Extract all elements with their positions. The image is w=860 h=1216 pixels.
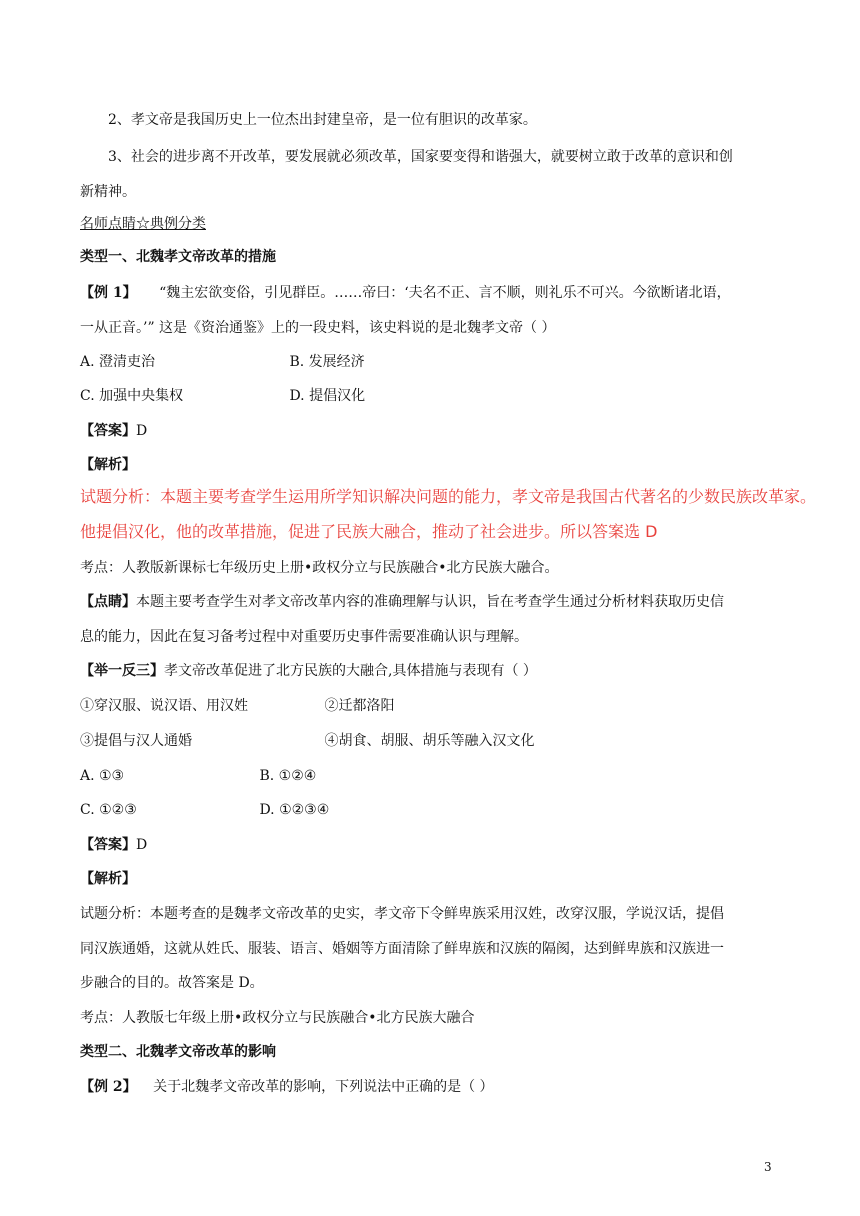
- example-2-text: 关于北魏孝文帝改革的影响，下列说法中正确的是（ ）: [153, 1079, 494, 1095]
- item-1: ①穿汉服、说汉语、用汉姓: [80, 698, 248, 714]
- option-c: C. 加强中央集权: [80, 388, 184, 404]
- analysis-2-line-2: 同汉族通婚，这就从姓氏、服装、语言、婚姻等方面清除了鲜卑族和汉族的隔阂，达到鲜卑族和汉族进一: [80, 941, 724, 957]
- item-2: ②迁都洛阳: [324, 698, 395, 714]
- items-row-1: [80, 696, 785, 716]
- analysis-2-line-3: 步融合的目的。故答案是 D。: [80, 975, 264, 991]
- jyfs-tag: 【举一反三】: [80, 663, 164, 679]
- options-row-2: [80, 386, 785, 406]
- dianjing-tag: 【点睛】: [80, 594, 136, 610]
- example-2: [80, 1077, 785, 1097]
- analysis-2-tag: 【解析】: [80, 871, 136, 887]
- choices-row-2: [80, 800, 785, 820]
- option-a: A. 澄清吏治: [80, 354, 156, 370]
- answer-1-tag: 【答案】: [80, 423, 136, 439]
- item-4: ④胡食、胡服、胡乐等融入汉文化: [324, 733, 535, 749]
- kaodian-1: 考点：人教版新课标七年级历史上册•政权分立与民族融合•北方民族大融合。: [80, 560, 559, 576]
- analysis-1-red-line-2: 他提倡汉化，他的改革措施，促进了民族大融合，推动了社会进步。所以答案选 D: [80, 522, 658, 541]
- jyfs-question: [80, 661, 785, 681]
- analysis-1-red-line-1: 试题分析：本题主要考查学生运用所学知识解决问题的能力，孝文帝是我国古代著名的少数民族改革家。: [80, 487, 817, 506]
- paragraph-3-cont: 新精神。: [80, 184, 136, 200]
- example-1-line-2: 一从正音。’” 这是《资治通鉴》上的一段史料，该史料说的是北魏孝文帝（ ）: [80, 320, 556, 336]
- jyfs-text: 孝文帝改革促进了北方民族的大融合,具体措施与表现有（ ）: [164, 663, 537, 679]
- answer-2-value: D: [136, 837, 148, 853]
- answer-2: [80, 835, 785, 855]
- options-row-1: [80, 352, 785, 372]
- choice-c: C. ①②③: [80, 802, 137, 818]
- dianjing-text: 本题主要考查学生对孝文帝改革内容的准确理解与认识，旨在考查学生通过分析材料获取历史信: [136, 594, 724, 610]
- analysis-1-tag: 【解析】: [80, 457, 136, 473]
- page-number: 3: [764, 1160, 772, 1174]
- answer-1-value: D: [136, 423, 148, 439]
- choice-b: B. ①②④: [259, 768, 317, 784]
- option-d: D. 提倡汉化: [289, 388, 366, 404]
- option-b: B. 发展经济: [289, 354, 365, 370]
- paragraph-2: 2、孝文帝是我国历史上一位杰出封建皇帝，是一位有胆识的改革家。: [108, 112, 537, 128]
- analysis-2-line-1: 试题分析：本题考查的是魏孝文帝改革的史实，孝文帝下令鲜卑族采用汉姓，改穿汉服，学说汉话，提倡: [80, 906, 724, 922]
- items-row-2: [80, 731, 785, 751]
- example-1-tag: 【例 1】: [80, 285, 137, 301]
- type-one-heading: 类型一、北魏孝文帝改革的措施: [80, 249, 276, 265]
- paragraph-3: 3、社会的进步离不开改革，要发展就必须改革，国家要变得和谐强大，就要树立敢于改革的意识和创: [108, 149, 733, 165]
- choices-row-1: [80, 766, 785, 786]
- example-2-tag: 【例 2】: [80, 1079, 137, 1095]
- kaodian-2: 考点：人教版七年级上册•政权分立与民族融合•北方民族大融合: [80, 1010, 475, 1026]
- answer-2-tag: 【答案】: [80, 837, 136, 853]
- choice-a: A. ①③: [80, 768, 125, 784]
- item-3: ③提倡与汉人通婚: [80, 733, 192, 749]
- dianjing-line-1: [80, 592, 785, 612]
- example-1-text: “魏主宏欲变俗，引见群臣。……帝曰：‘夫名不正、言不顺，则礼乐不可兴。今欲断诸北语，: [159, 285, 731, 301]
- example-1-line-1: [80, 283, 785, 303]
- dianjing-line-2: 息的能力，因此在复习备考过程中对重要历史事件需要准确认识与理解。: [80, 629, 528, 645]
- section-heading: 名师点睛☆典例分类: [80, 216, 206, 232]
- answer-1: [80, 421, 785, 441]
- choice-d: D. ①②③④: [259, 802, 330, 818]
- type-two-heading: 类型二、北魏孝文帝改革的影响: [80, 1044, 276, 1060]
